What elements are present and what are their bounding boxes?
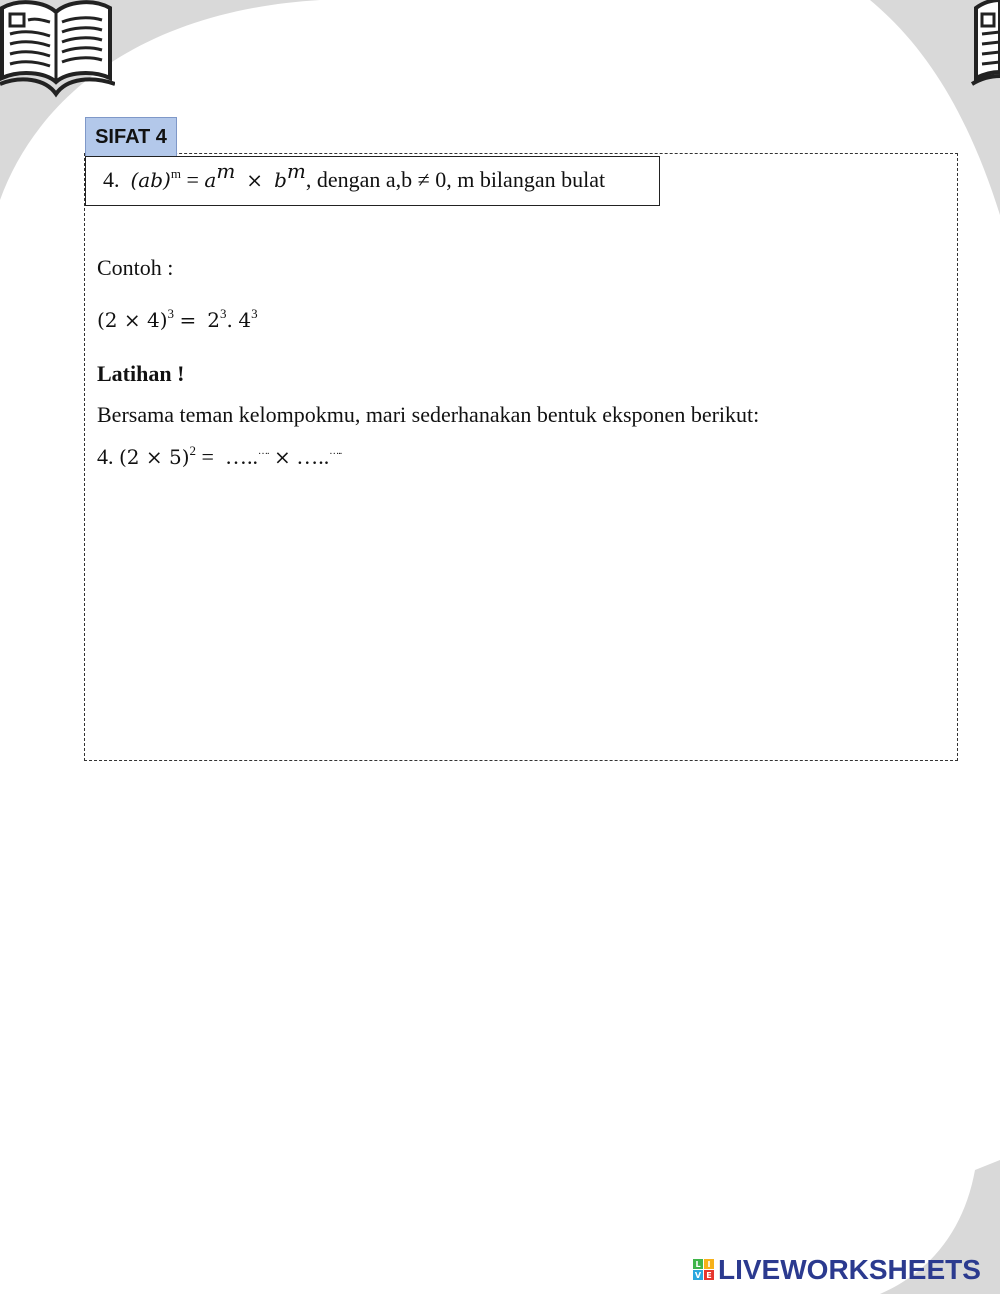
answer-blank-exponent-2[interactable]: ….. bbox=[329, 446, 342, 457]
example-exp1: 3 bbox=[220, 306, 227, 321]
exercise-item-number: 4. bbox=[97, 444, 114, 469]
rule-a-exponent: m bbox=[216, 159, 236, 183]
rule-b-exponent: m bbox=[286, 159, 306, 183]
rule-equals: = bbox=[186, 167, 199, 192]
logo-badge-letter: E bbox=[706, 1271, 712, 1280]
exercise-item-lhs: (2 × 5) bbox=[119, 445, 190, 469]
rule-b: b bbox=[274, 168, 287, 192]
logo-badge-letter: L bbox=[695, 1260, 701, 1269]
example-lhs: (2 × 4) bbox=[97, 308, 168, 332]
example-equation bbox=[97, 307, 258, 333]
liveworksheets-logo[interactable] bbox=[693, 1253, 981, 1287]
example-base1: 2 bbox=[207, 308, 221, 332]
rule-condition: , dengan a,b ≠ 0, m bilangan bulat bbox=[305, 167, 606, 192]
example-base2: 4 bbox=[238, 308, 252, 332]
example-label: Contoh : bbox=[97, 255, 174, 280]
example-lhs-exponent: 3 bbox=[167, 306, 175, 321]
answer-blank-exponent-1[interactable]: …. bbox=[257, 446, 269, 457]
exercise-item-times: × bbox=[273, 445, 291, 469]
logo-brand-text: LIVEWORKSHEETS bbox=[718, 1254, 981, 1285]
rule-a: a bbox=[204, 168, 217, 192]
rule-statement bbox=[85, 156, 660, 206]
open-book-icon bbox=[970, 0, 1000, 100]
rule-times: × bbox=[246, 168, 264, 192]
answer-blank-base-1[interactable]: ….. bbox=[224, 444, 258, 469]
open-book-icon bbox=[0, 0, 115, 100]
exercise-item-equals: = bbox=[201, 444, 214, 469]
example-dot: . bbox=[226, 308, 233, 332]
rule-number: 4. bbox=[103, 167, 120, 192]
exercise-item-exponent: 2 bbox=[189, 443, 197, 458]
example-exp2: 3 bbox=[251, 306, 258, 321]
rule-lhs-exponent: m bbox=[170, 166, 181, 181]
example-equals: = bbox=[179, 308, 197, 332]
logo-badge-icon bbox=[693, 1259, 715, 1281]
exercise-instruction: Bersama teman kelompokmu, mari sederhanakan bentuk eksponen berikut: bbox=[97, 402, 760, 427]
answer-blank-base-2[interactable]: ….. bbox=[296, 444, 330, 469]
section-tab: SIFAT 4 bbox=[85, 117, 177, 157]
logo-badge-letter: V bbox=[694, 1271, 702, 1280]
logo-badge-letter: I bbox=[707, 1260, 711, 1269]
exercise-item bbox=[97, 444, 341, 470]
rule-lhs: (ab) bbox=[130, 168, 171, 192]
exercise-title: Latihan ! bbox=[97, 361, 185, 386]
